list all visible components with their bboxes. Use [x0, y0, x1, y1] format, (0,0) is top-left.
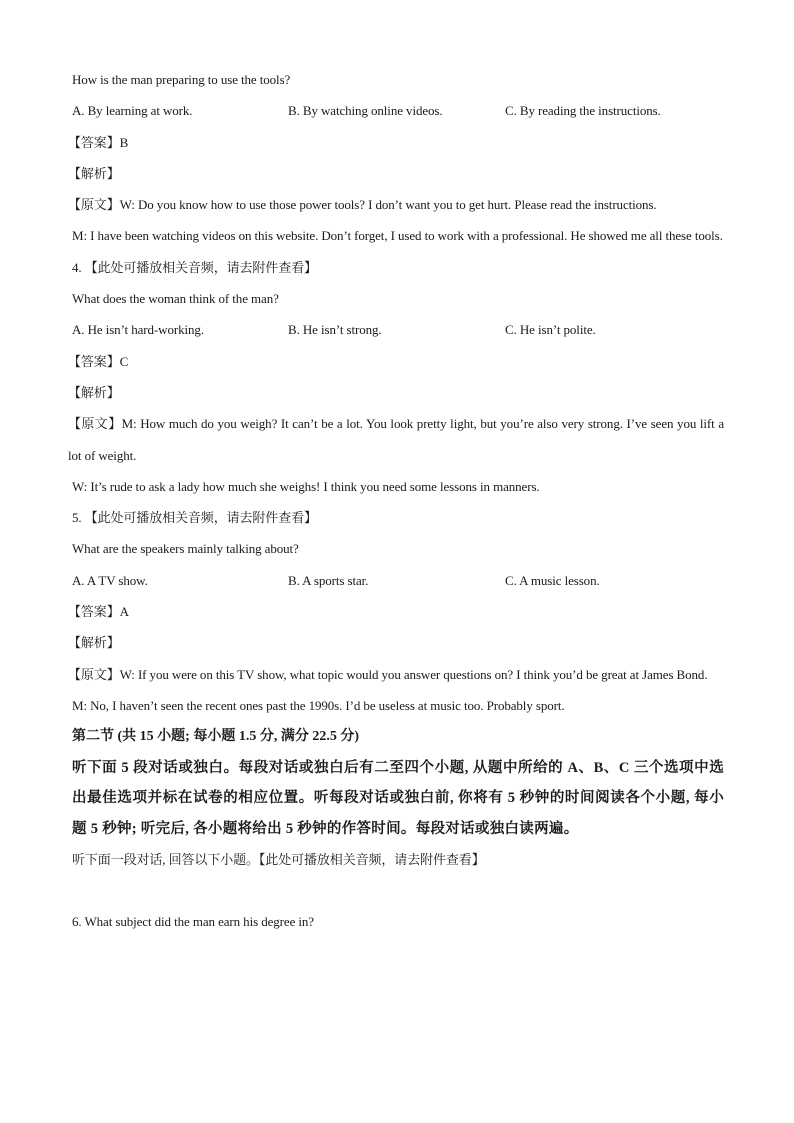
question-4-text: What does the woman think of the man? — [72, 291, 279, 307]
transcript-line: 【原文】M: How much do you weigh? It can’t be a lot. You look pretty light, but you’re also very strong. I’ve seen you lift a lot of weight. — [68, 416, 724, 463]
option-b: B. He isn’t strong. — [288, 322, 382, 338]
answer-label: 【答案】C — [68, 353, 129, 369]
section-2-title: 第二节 (共 15 小题; 每小题 1.5 分, 满分 22.5 分) — [72, 729, 359, 745]
transcript-line: M: No, I haven’t seen the recent ones past the 1990s. I’d be useless at music too. Probably sport. — [72, 697, 565, 713]
option-a: A. He isn’t hard-working. — [72, 322, 204, 338]
option-c: C. By reading the instructions. — [505, 103, 661, 119]
document-page — [68, 64, 724, 938]
option-a: A. By learning at work. — [72, 103, 193, 119]
question-5-options — [72, 565, 724, 596]
section-2-prompt: 听下面一段对话, 回答以下小题。【此处可播放相关音频，请去附件查看】 — [72, 852, 485, 868]
option-c: C. A music lesson. — [505, 572, 600, 588]
question-4-header: 4. 【此处可播放相关音频，请去附件查看】 — [72, 259, 317, 275]
option-a: A. A TV show. — [72, 572, 148, 588]
transcript-line: 【原文】W: Do you know how to use those power tools? I don’t want you to get hurt. Please read the instructions. — [68, 197, 657, 213]
option-c: C. He isn’t polite. — [505, 322, 596, 338]
question-4-options — [72, 314, 724, 345]
question-5-header: 5. 【此处可播放相关音频，请去附件查看】 — [72, 510, 317, 526]
section-2-instructions: 听下面 5 段对话或独白。每段对话或独白后有二至四个小题, 从题中所给的 A、B、C 三个选项中选出最佳选项并标在试卷的相应位置。听每段对话或独白前, 你将有 5 秒钟的时间阅读各个小题, 每小题 5 秒钟; 听完后, 各小题将给出 5 秒钟的作答时间。每段对话或独白读两遍。 — [72, 759, 724, 837]
analysis-label: 【解析】 — [68, 165, 120, 181]
analysis-label: 【解析】 — [68, 384, 120, 400]
question-5-text: What are the speakers mainly talking about? — [72, 541, 299, 557]
option-b: B. By watching online videos. — [288, 103, 443, 119]
analysis-label: 【解析】 — [68, 635, 120, 651]
question-3-text: How is the man preparing to use the tools? — [72, 72, 291, 87]
option-b: B. A sports star. — [288, 572, 369, 588]
question-3-options — [72, 95, 724, 126]
answer-label: 【答案】A — [68, 604, 129, 620]
transcript-line: M: I have been watching videos on this website. Don’t forget, I used to work with a professional. He showed me all these tools. — [72, 228, 723, 244]
transcript-line: 【原文】W: If you were on this TV show, what topic would you answer questions on? I think you’d be great at James Bond. — [68, 666, 708, 682]
answer-label: 【答案】B — [68, 134, 129, 150]
transcript-line: W: It’s rude to ask a lady how much she weighs! I think you need some lessons in manners. — [72, 478, 540, 494]
spacer — [72, 875, 724, 906]
question-6-text: 6. What subject did the man earn his degree in? — [72, 914, 314, 930]
